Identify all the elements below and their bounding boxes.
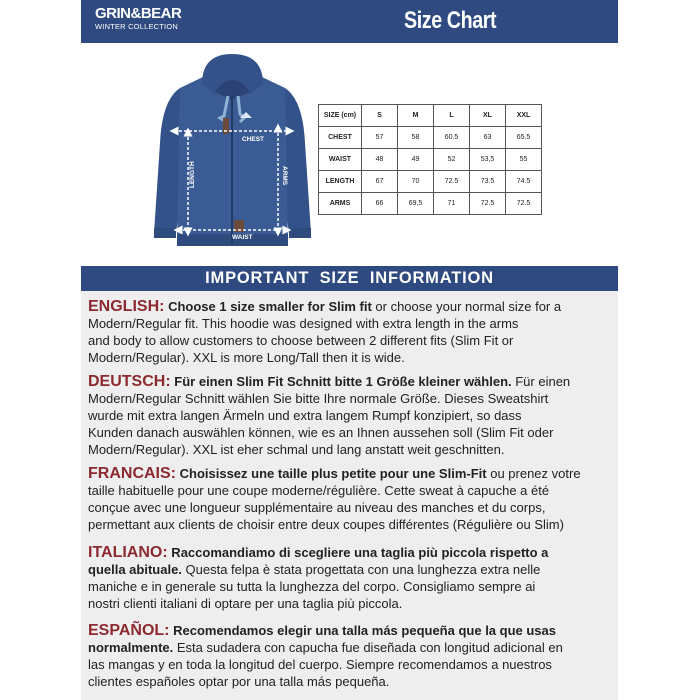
table-cell: 58 xyxy=(398,127,434,149)
brand-name: GRIN&BEAR xyxy=(95,5,182,22)
table-cell: 69,5 xyxy=(398,193,434,215)
lang-bold-text: Raccomandiamo di scegliere una taglia più piccola rispetto a quella abituale. xyxy=(88,545,549,577)
table-row xyxy=(319,149,542,171)
table-row xyxy=(319,193,542,215)
table-cell: 55 xyxy=(506,149,542,171)
row-label: WAIST xyxy=(319,149,362,171)
lang-label: ENGLISH: xyxy=(88,298,165,315)
lang-text: Für einen Modern/Regular Schnitt wählen Sie bitte Ihre normale Größe. Dieses Sweatshirt wurde mit extra langen Ärmeln und extra langem Rumpf konzipiert, so dass Kunden danach auswählen können, wie es an Ihnen aussehen soll (Slim Fit oder Modern/Regular). XXL ist eher schmal und lang anstatt weit geschnitten. xyxy=(88,374,571,457)
lang-text: ou prenez votre taille habituelle pour une coupe moderne/régulière. Cette sweat à capuche a été conçue avec une longueur supplémentaire au niveau des manches et du corps, permettant aux clients de choisir entre deux coupes différentes (Régulière ou Slim) xyxy=(88,466,581,532)
row-label: CHEST xyxy=(319,127,362,149)
size-table-header xyxy=(319,105,542,127)
size-header-cell: L xyxy=(434,105,470,127)
row-label: ARMS xyxy=(319,193,362,215)
info-francais xyxy=(88,465,618,533)
table-row xyxy=(319,171,542,193)
lang-bold-text: Recomendamos elegir una talla más pequeña que la que usas normalmente. xyxy=(88,623,556,655)
table-row xyxy=(319,127,542,149)
hoodie-diagram xyxy=(150,48,315,258)
length-label: LENGTH xyxy=(189,161,196,188)
info-italiano xyxy=(88,544,618,612)
table-cell: 70 xyxy=(398,171,434,193)
lang-bold-text: Choose 1 size smaller for Slim fit xyxy=(164,299,372,314)
table-cell: 72.5 xyxy=(470,193,506,215)
table-cell: 48 xyxy=(362,149,398,171)
chest-label: CHEST xyxy=(242,136,265,143)
table-cell: 52 xyxy=(434,149,470,171)
info-espanol xyxy=(88,622,618,690)
waist-label: WAIST xyxy=(232,234,253,241)
lang-label: DEUTSCH: xyxy=(88,373,171,390)
table-cell: 71 xyxy=(434,193,470,215)
lang-bold-text: Für einen Slim Fit Schnitt bitte 1 Größe kleiner wählen. xyxy=(170,374,512,389)
size-header-cell: S xyxy=(362,105,398,127)
table-cell: 63 xyxy=(470,127,506,149)
size-header-cell: XXL xyxy=(506,105,542,127)
table-cell: 65.5 xyxy=(506,127,542,149)
table-cell: 72.5 xyxy=(434,171,470,193)
row-label: LENGTH xyxy=(319,171,362,193)
hoodie-illustration xyxy=(154,54,311,246)
lang-text: or choose your normal size for a Modern/Regular fit. This hoodie was designed with extra length in the arms and body to allow customers to choose between 2 different fits (Slim Fit or Modern/Regular). XXL is more Long/Tall then it is wide. xyxy=(88,299,562,365)
lang-text: Esta sudadera con capucha fue diseñada con longitud adicional en las mangas y en toda la longitud del cuerpo. Siempre recomendamos a nuestros clientes españoles optar por una talla más pequeña. xyxy=(88,640,563,689)
size-table xyxy=(318,104,542,215)
page-title: Size Chart xyxy=(404,7,497,34)
lang-bold-text: Choisissez une taille plus petite pour une Slim-Fit xyxy=(176,466,487,481)
table-cell: 53,5 xyxy=(470,149,506,171)
arms-label: ARMS xyxy=(281,166,288,186)
size-header-cell: XL xyxy=(470,105,506,127)
size-header-cell: M xyxy=(398,105,434,127)
brand-logo xyxy=(95,6,181,31)
table-cell: 67 xyxy=(362,171,398,193)
table-cell: 66 xyxy=(362,193,398,215)
section-heading: IMPORTANT SIZE INFORMATION xyxy=(81,266,618,291)
table-cell: 74.5 xyxy=(506,171,542,193)
lang-label: ITALIANO: xyxy=(88,544,168,561)
lang-label: ESPAÑOL: xyxy=(88,622,170,639)
info-deutsch xyxy=(88,373,618,458)
brand-tagline: WINTER COLLECTION xyxy=(95,22,178,31)
table-cell: 73.5 xyxy=(470,171,506,193)
table-cell: 72.5 xyxy=(506,193,542,215)
table-cell: 60.5 xyxy=(434,127,470,149)
info-english xyxy=(88,298,618,366)
table-cell: 57 xyxy=(362,127,398,149)
size-table-corner: SIZE (cm) xyxy=(319,105,362,127)
lang-label: FRANCAIS: xyxy=(88,465,176,482)
lang-text: Questa felpa è stata progettata con una lunghezza extra nelle maniche e in generale su tutta la lunghezza del corpo. Consigliamo sempre ai nostri clienti italiani di optare per una taglia più piccola. xyxy=(88,562,541,611)
table-cell: 49 xyxy=(398,149,434,171)
